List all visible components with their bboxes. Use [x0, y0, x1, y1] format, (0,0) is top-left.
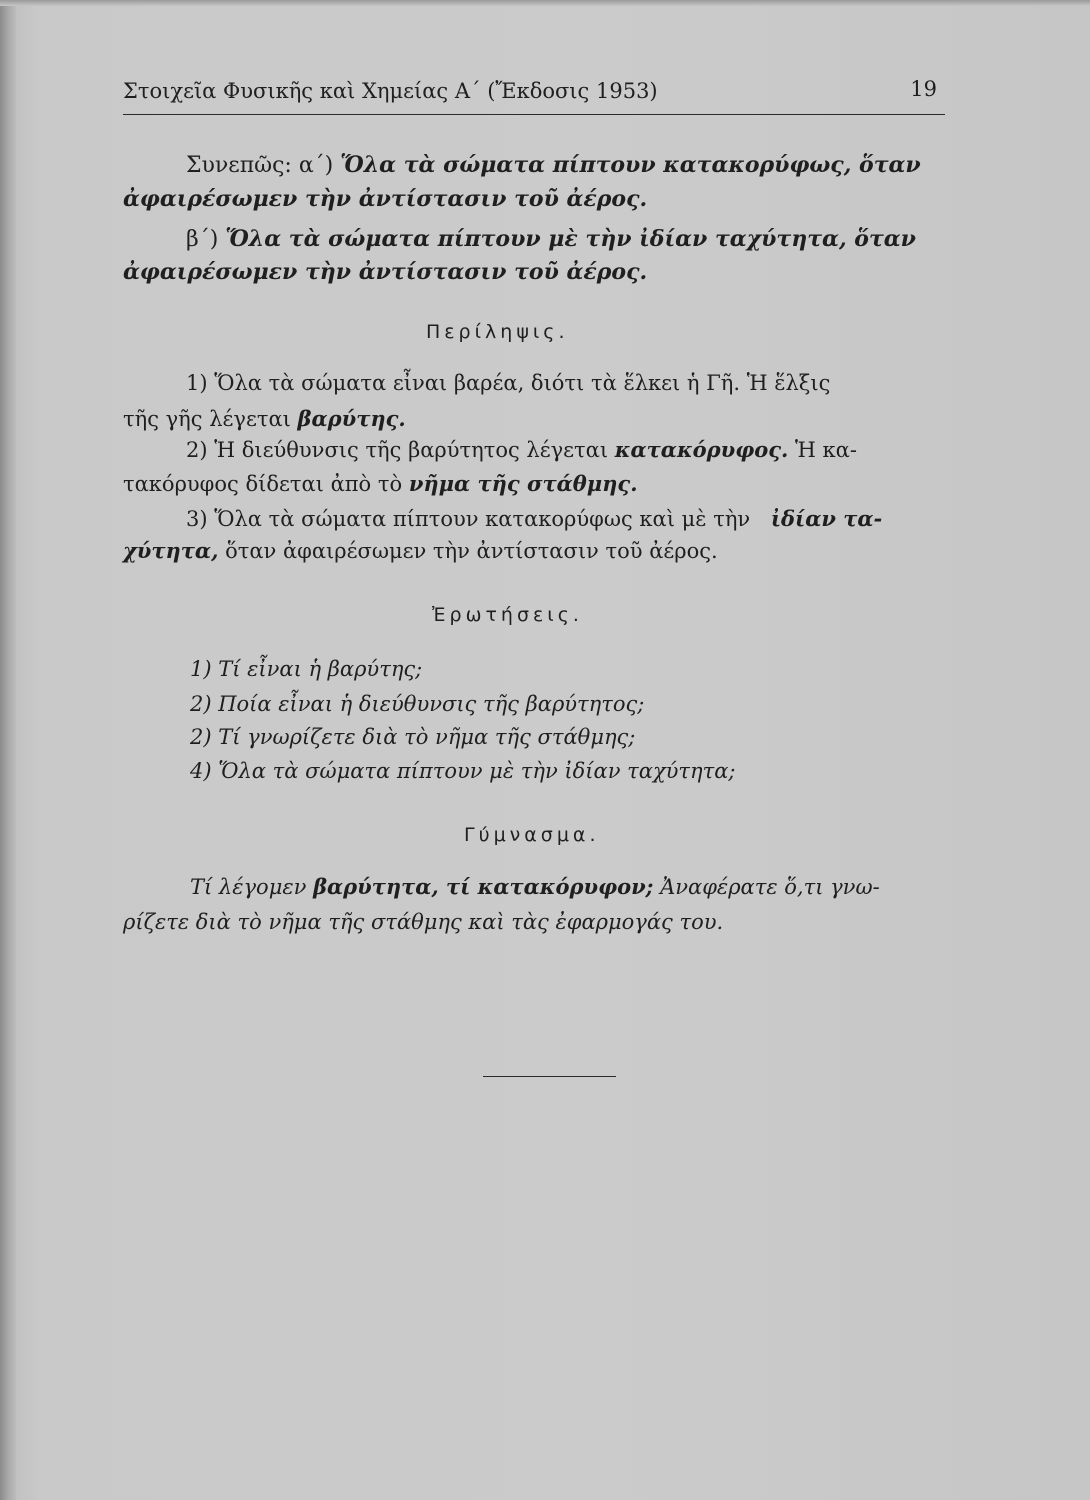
conclusion-beta-label: β΄): [186, 227, 219, 252]
conclusion-line-3: [186, 224, 942, 255]
exercise-line-2: ρίζετε διὰ τὸ νῆμα τῆς στάθμης καὶ τὰς ἐφαρμογάς του.: [123, 910, 724, 934]
conclusion-alpha-label: Συνεπῶς: α΄): [186, 153, 334, 178]
summary-item-2-tail: Ἡ κα-: [795, 438, 857, 462]
conclusion-alpha-text: Ὅλα τὰ σώματα πίπτουν κατακορύφως, ὅταν: [340, 152, 921, 178]
summary-item-3-line-1: [186, 504, 882, 534]
summary-item-3-line-2: [123, 536, 718, 566]
term-plumb-line: νῆμα τῆς στάθμης.: [408, 471, 638, 496]
exercise-line-1: [190, 872, 880, 902]
term-gravity: βαρύτης.: [297, 406, 406, 431]
term-speed: χύτητα,: [123, 538, 219, 563]
question-item: 1) Τί εἶναι ἡ βαρύτης;: [190, 657, 423, 681]
summary-item-1-line-2: [123, 404, 406, 434]
question-item: 2) Ποία εἶναι ἡ διεύθυνσις τῆς βαρύτητος;: [190, 692, 645, 716]
summary-heading: Περίληψις.: [426, 321, 569, 343]
page-number: 19: [910, 77, 937, 101]
question-item: 4) Ὅλα τὰ σώματα πίπτουν μὲ τὴν ἰδίαν ταχύτητα;: [190, 759, 736, 783]
conclusion-line-4: ἀφαιρέσωμεν τὴν ἀντίστασιν τοῦ ἀέρος.: [123, 259, 648, 285]
exercise-line-1-b: βαρύτητα, τί κατακόρυφον;: [313, 874, 654, 899]
end-rule: [483, 1076, 616, 1077]
running-header: [123, 76, 945, 120]
summary-item-3-line-2-plain: ὅταν ἀφαιρέσωμεν τὴν ἀντίστασιν τοῦ ἀέρος.: [225, 539, 718, 563]
conclusion-line-1: [186, 150, 942, 181]
exercise-heading: Γύμνασμα.: [464, 824, 600, 846]
summary-item-3-plain: 3) Ὅλα τὰ σώματα πίπτουν κατακορύφως καὶ μὲ τὴν: [186, 507, 751, 531]
exercise-line-1-c: Ἀναφέρατε ὅ,τι γνω-: [660, 875, 880, 899]
conclusion-beta-text: Ὅλα τὰ σώματα πίπτουν μὲ τὴν ἰδίαν ταχύτητα, ὅταν: [225, 226, 916, 252]
summary-item-2-plain: 2) Ἡ διεύθυνσις τῆς βαρύτητος λέγεται: [186, 438, 609, 462]
summary-item-1-line-1: 1) Ὅλα τὰ σώματα εἶναι βαρέα, διότι τὰ ἕλκει ἡ Γῆ. Ἡ ἕλξις: [186, 371, 831, 395]
summary-item-2-line-2-plain: τακόρυφος δίδεται ἀπὸ τὸ: [123, 472, 403, 496]
page-binding-shadow: [0, 0, 16, 1500]
question-item: 2) Τί γνωρίζετε διὰ τὸ νῆμα τῆς στάθμης;: [190, 725, 636, 749]
header-title: Στοιχεῖα Φυσικῆς καὶ Χημείας Α΄ (Ἔκδοσις 1953): [123, 79, 658, 103]
summary-item-2-line-2: [123, 469, 638, 499]
summary-item-2-line-1: [186, 435, 857, 465]
summary-item-1-plain: τῆς γῆς λέγεται: [123, 407, 291, 431]
header-rule: [123, 114, 945, 115]
page-top-shadow: [0, 0, 1090, 6]
conclusion-line-2: ἀφαιρέσωμεν τὴν ἀντίστασιν τοῦ ἀέρος.: [123, 186, 648, 212]
exercise-line-1-a: Τί λέγομεν: [190, 875, 307, 899]
term-vertical: κατακόρυφος.: [614, 437, 789, 462]
questions-heading: Ἐρωτήσεις.: [432, 604, 583, 626]
term-same-speed: ἰδίαν τα-: [770, 506, 883, 531]
